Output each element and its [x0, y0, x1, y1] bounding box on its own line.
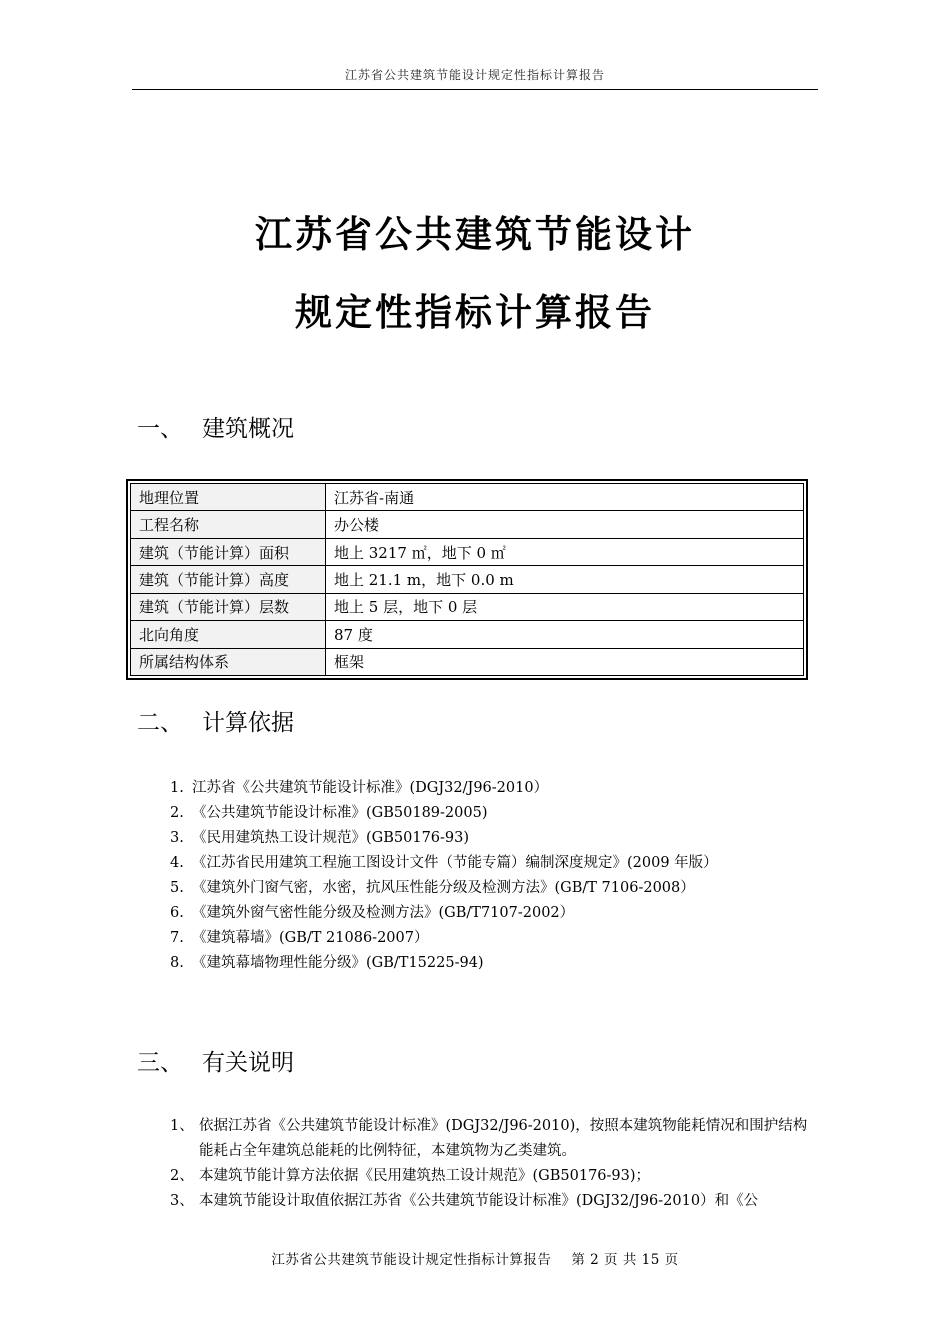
page-header: 江苏省公共建筑节能设计规定性指标计算报告: [344, 68, 605, 82]
row-key: 所属结构体系: [131, 648, 326, 675]
row-value: 框架: [326, 648, 804, 675]
item-number: 4.: [170, 855, 184, 871]
row-value: 办公楼: [326, 511, 804, 538]
list-item: [170, 1164, 820, 1189]
item-number: 3、: [170, 1193, 194, 1209]
item-number: 2.: [170, 805, 184, 821]
header-rule: [132, 89, 818, 90]
row-key: 北向角度: [131, 621, 326, 648]
list-item: [170, 901, 718, 926]
list-item: [170, 1189, 820, 1214]
item-number: 8.: [170, 955, 184, 971]
list-item: [170, 876, 718, 901]
item-text: 《建筑幕墙》(GB/T 21086-2007）: [192, 930, 429, 946]
report-title-line-1: 江苏省公共建筑节能设计: [255, 213, 695, 256]
section-title: 有关说明: [202, 1050, 294, 1076]
list-item: [170, 851, 718, 876]
section-number: 二、: [137, 710, 183, 736]
row-value: 地上 5 层，地下 0 层: [326, 593, 804, 620]
row-key: 建筑（节能计算）层数: [131, 593, 326, 620]
table-row: [131, 593, 804, 620]
item-text: 本建筑节能设计取值依据江苏省《公共建筑节能设计标准》(DGJ32/J96-2010）和《公: [199, 1193, 759, 1209]
item-text: 江苏省《公共建筑节能设计标准》(DGJ32/J96-2010）: [192, 780, 549, 796]
item-text: 《建筑外窗气密性能分级及检测方法》(GB/T7107-2002）: [192, 905, 575, 921]
table-row: [131, 484, 804, 511]
item-number: 2、: [170, 1168, 194, 1184]
row-value: 江苏省-南通: [326, 484, 804, 511]
table-row: [131, 538, 804, 565]
table-row: [131, 511, 804, 538]
item-number: 6.: [170, 905, 184, 921]
row-key: 工程名称: [131, 511, 326, 538]
section-number: 一、: [137, 416, 183, 442]
row-value: 地上 21.1 m，地下 0.0 m: [326, 566, 804, 593]
notes-list: [170, 1114, 820, 1214]
item-number: 1.: [170, 780, 184, 796]
section-number: 三、: [137, 1050, 183, 1076]
report-title-line-2: 规定性指标计算报告: [295, 291, 655, 334]
item-text: 《建筑外门窗气密，水密，抗风压性能分级及检测方法》(GB/T 7106-2008）: [192, 880, 695, 896]
item-text: 《公共建筑节能设计标准》(GB50189-2005): [192, 805, 488, 821]
item-number: 3.: [170, 830, 184, 846]
item-text: 《民用建筑热工设计规范》(GB50176-93): [192, 830, 470, 846]
item-text: 《建筑幕墙物理性能分级》(GB/T15225-94): [192, 955, 484, 971]
list-item: [170, 826, 718, 851]
reference-list: [170, 776, 718, 976]
row-key: 地理位置: [131, 484, 326, 511]
building-info-table: [126, 479, 808, 680]
item-text: 依据江苏省《公共建筑节能设计标准》(DGJ32/J96-2010)，按照本建筑物能耗情况和围护结构能耗占全年建筑总能耗的比例特征，本建筑物为乙类建筑。: [199, 1118, 808, 1159]
item-number: 1、: [170, 1118, 194, 1134]
row-value: 87 度: [326, 621, 804, 648]
table-row: [131, 648, 804, 675]
footer-doc-title: 江苏省公共建筑节能设计规定性指标计算报告: [271, 1252, 552, 1268]
list-item: [170, 951, 718, 976]
item-text: 《江苏省民用建筑工程施工图设计文件（节能专篇）编制深度规定》(2009 年版）: [192, 855, 718, 871]
list-item: [170, 926, 718, 951]
row-value: 地上 3217 ㎡，地下 0 ㎡: [326, 538, 804, 565]
section-heading-basis: [137, 704, 294, 737]
section-heading-notes: [137, 1044, 294, 1077]
item-text: 本建筑节能计算方法依据《民用建筑热工设计规范》(GB50176-93)；: [199, 1168, 651, 1184]
table-row: [131, 621, 804, 648]
row-key: 建筑（节能计算）面积: [131, 538, 326, 565]
section-title: 建筑概况: [202, 416, 294, 442]
list-item: [170, 1114, 820, 1164]
section-title: 计算依据: [202, 710, 294, 736]
list-item: [170, 801, 718, 826]
table-row: [131, 566, 804, 593]
row-key: 建筑（节能计算）高度: [131, 566, 326, 593]
section-heading-overview: [137, 410, 294, 443]
page-footer: [0, 1248, 950, 1268]
list-item: [170, 776, 718, 801]
item-number: 5.: [170, 880, 184, 896]
item-number: 7.: [170, 930, 184, 946]
page-number: 第 2 页 共 15 页: [571, 1252, 679, 1268]
